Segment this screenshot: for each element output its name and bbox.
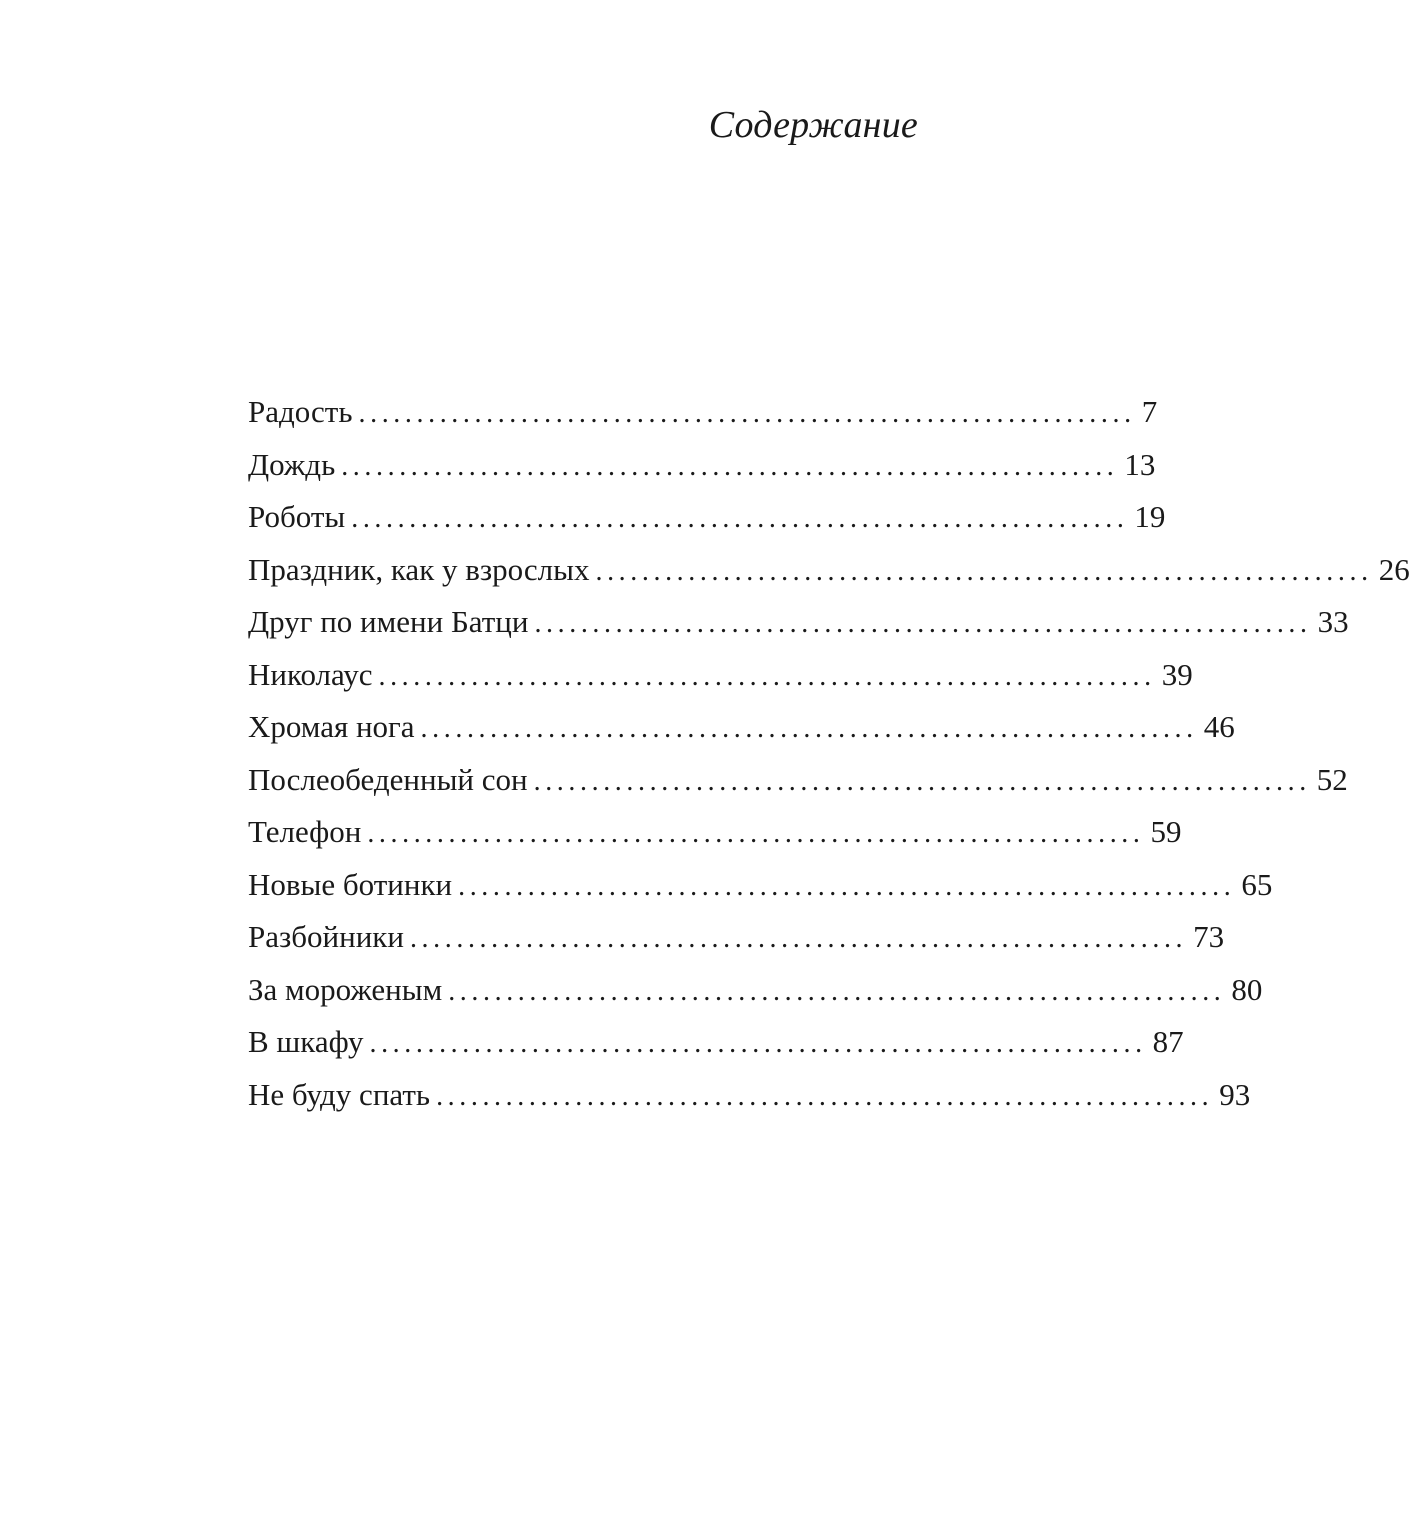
toc-entry[interactable] [248, 964, 1263, 1017]
toc-dot-leader: ................................................................... [534, 608, 1312, 639]
toc-entry-page: 13 [1124, 446, 1156, 482]
toc-dot-leader: ................................................................... [595, 555, 1373, 587]
toc-entry[interactable] [248, 1069, 1251, 1122]
toc-entry-page: 7 [1141, 394, 1158, 429]
toc-entry-page: 46 [1203, 709, 1235, 744]
toc-entry[interactable] [248, 491, 1166, 544]
toc-entry[interactable] [248, 701, 1235, 754]
toc-entry[interactable] [248, 859, 1273, 912]
toc-entry-title: Дождь [248, 446, 336, 482]
toc-entry[interactable] [248, 806, 1182, 859]
toc-entry-title: Новые ботинки [248, 866, 453, 902]
toc-entry[interactable] [248, 1016, 1184, 1069]
toc-entry-page: 52 [1316, 761, 1348, 797]
toc-entry[interactable] [248, 596, 1349, 649]
toc-entry-title: В шкафу [248, 1024, 364, 1059]
toc-entry-page: 87 [1152, 1024, 1184, 1059]
toc-dot-leader: ................................................................... [367, 818, 1145, 849]
toc-dot-leader: ................................................................... [436, 1080, 1214, 1112]
toc-dot-leader: ................................................................... [458, 870, 1236, 902]
toc-entry[interactable] [248, 544, 1410, 597]
toc-entry-page: 26 [1378, 551, 1410, 587]
toc-entry-title: Радость [248, 394, 353, 429]
toc-entry-page: 59 [1150, 814, 1182, 849]
toc-entry-page: 19 [1134, 499, 1166, 534]
toc-entry-title: Николаус [248, 656, 373, 692]
toc-entry-title: Разбойники [248, 919, 404, 954]
toc-entry-title: Друг по имени Батци [248, 604, 529, 639]
toc-entry-page: 73 [1193, 919, 1225, 954]
toc-entry[interactable] [248, 386, 1158, 439]
toc-entry-page: 33 [1317, 604, 1349, 639]
toc-entry-title: За мороженым [248, 971, 443, 1007]
toc-dot-leader: ................................................................... [341, 450, 1119, 482]
toc-entry-title: Хромая нога [248, 709, 415, 744]
toc-dot-leader: ................................................................... [358, 398, 1136, 429]
toc-entry-page: 65 [1241, 866, 1273, 902]
toc-entry-title: Послеобеденный сон [248, 761, 528, 797]
toc-entry-title: Телефон [248, 814, 362, 849]
toc-entry-title: Не буду спать [248, 1076, 431, 1112]
toc-entry[interactable] [248, 754, 1348, 807]
toc-entry[interactable] [248, 911, 1225, 964]
page-title: Содержание [708, 104, 918, 146]
toc-entry[interactable] [248, 439, 1156, 492]
toc-entry-title: Роботы [248, 499, 346, 534]
toc-dot-leader: ................................................................... [409, 923, 1188, 954]
toc-dot-leader: ................................................................... [448, 975, 1226, 1007]
toc-entry-page: 39 [1161, 656, 1193, 692]
toc-dot-leader: ................................................................... [378, 660, 1156, 692]
toc-dot-leader: ................................................................... [533, 765, 1311, 797]
toc-dot-leader: ................................................................... [420, 713, 1198, 744]
toc-entry[interactable] [248, 649, 1193, 702]
toc-entry-page: 93 [1219, 1076, 1251, 1112]
toc-entry-title: Праздник, как у взрослых [248, 551, 590, 587]
toc-dot-leader: ................................................................... [369, 1028, 1147, 1059]
toc-entry-page: 80 [1231, 971, 1263, 1007]
toc-dot-leader: ................................................................... [351, 503, 1129, 534]
table-of-contents [248, 386, 1410, 1121]
